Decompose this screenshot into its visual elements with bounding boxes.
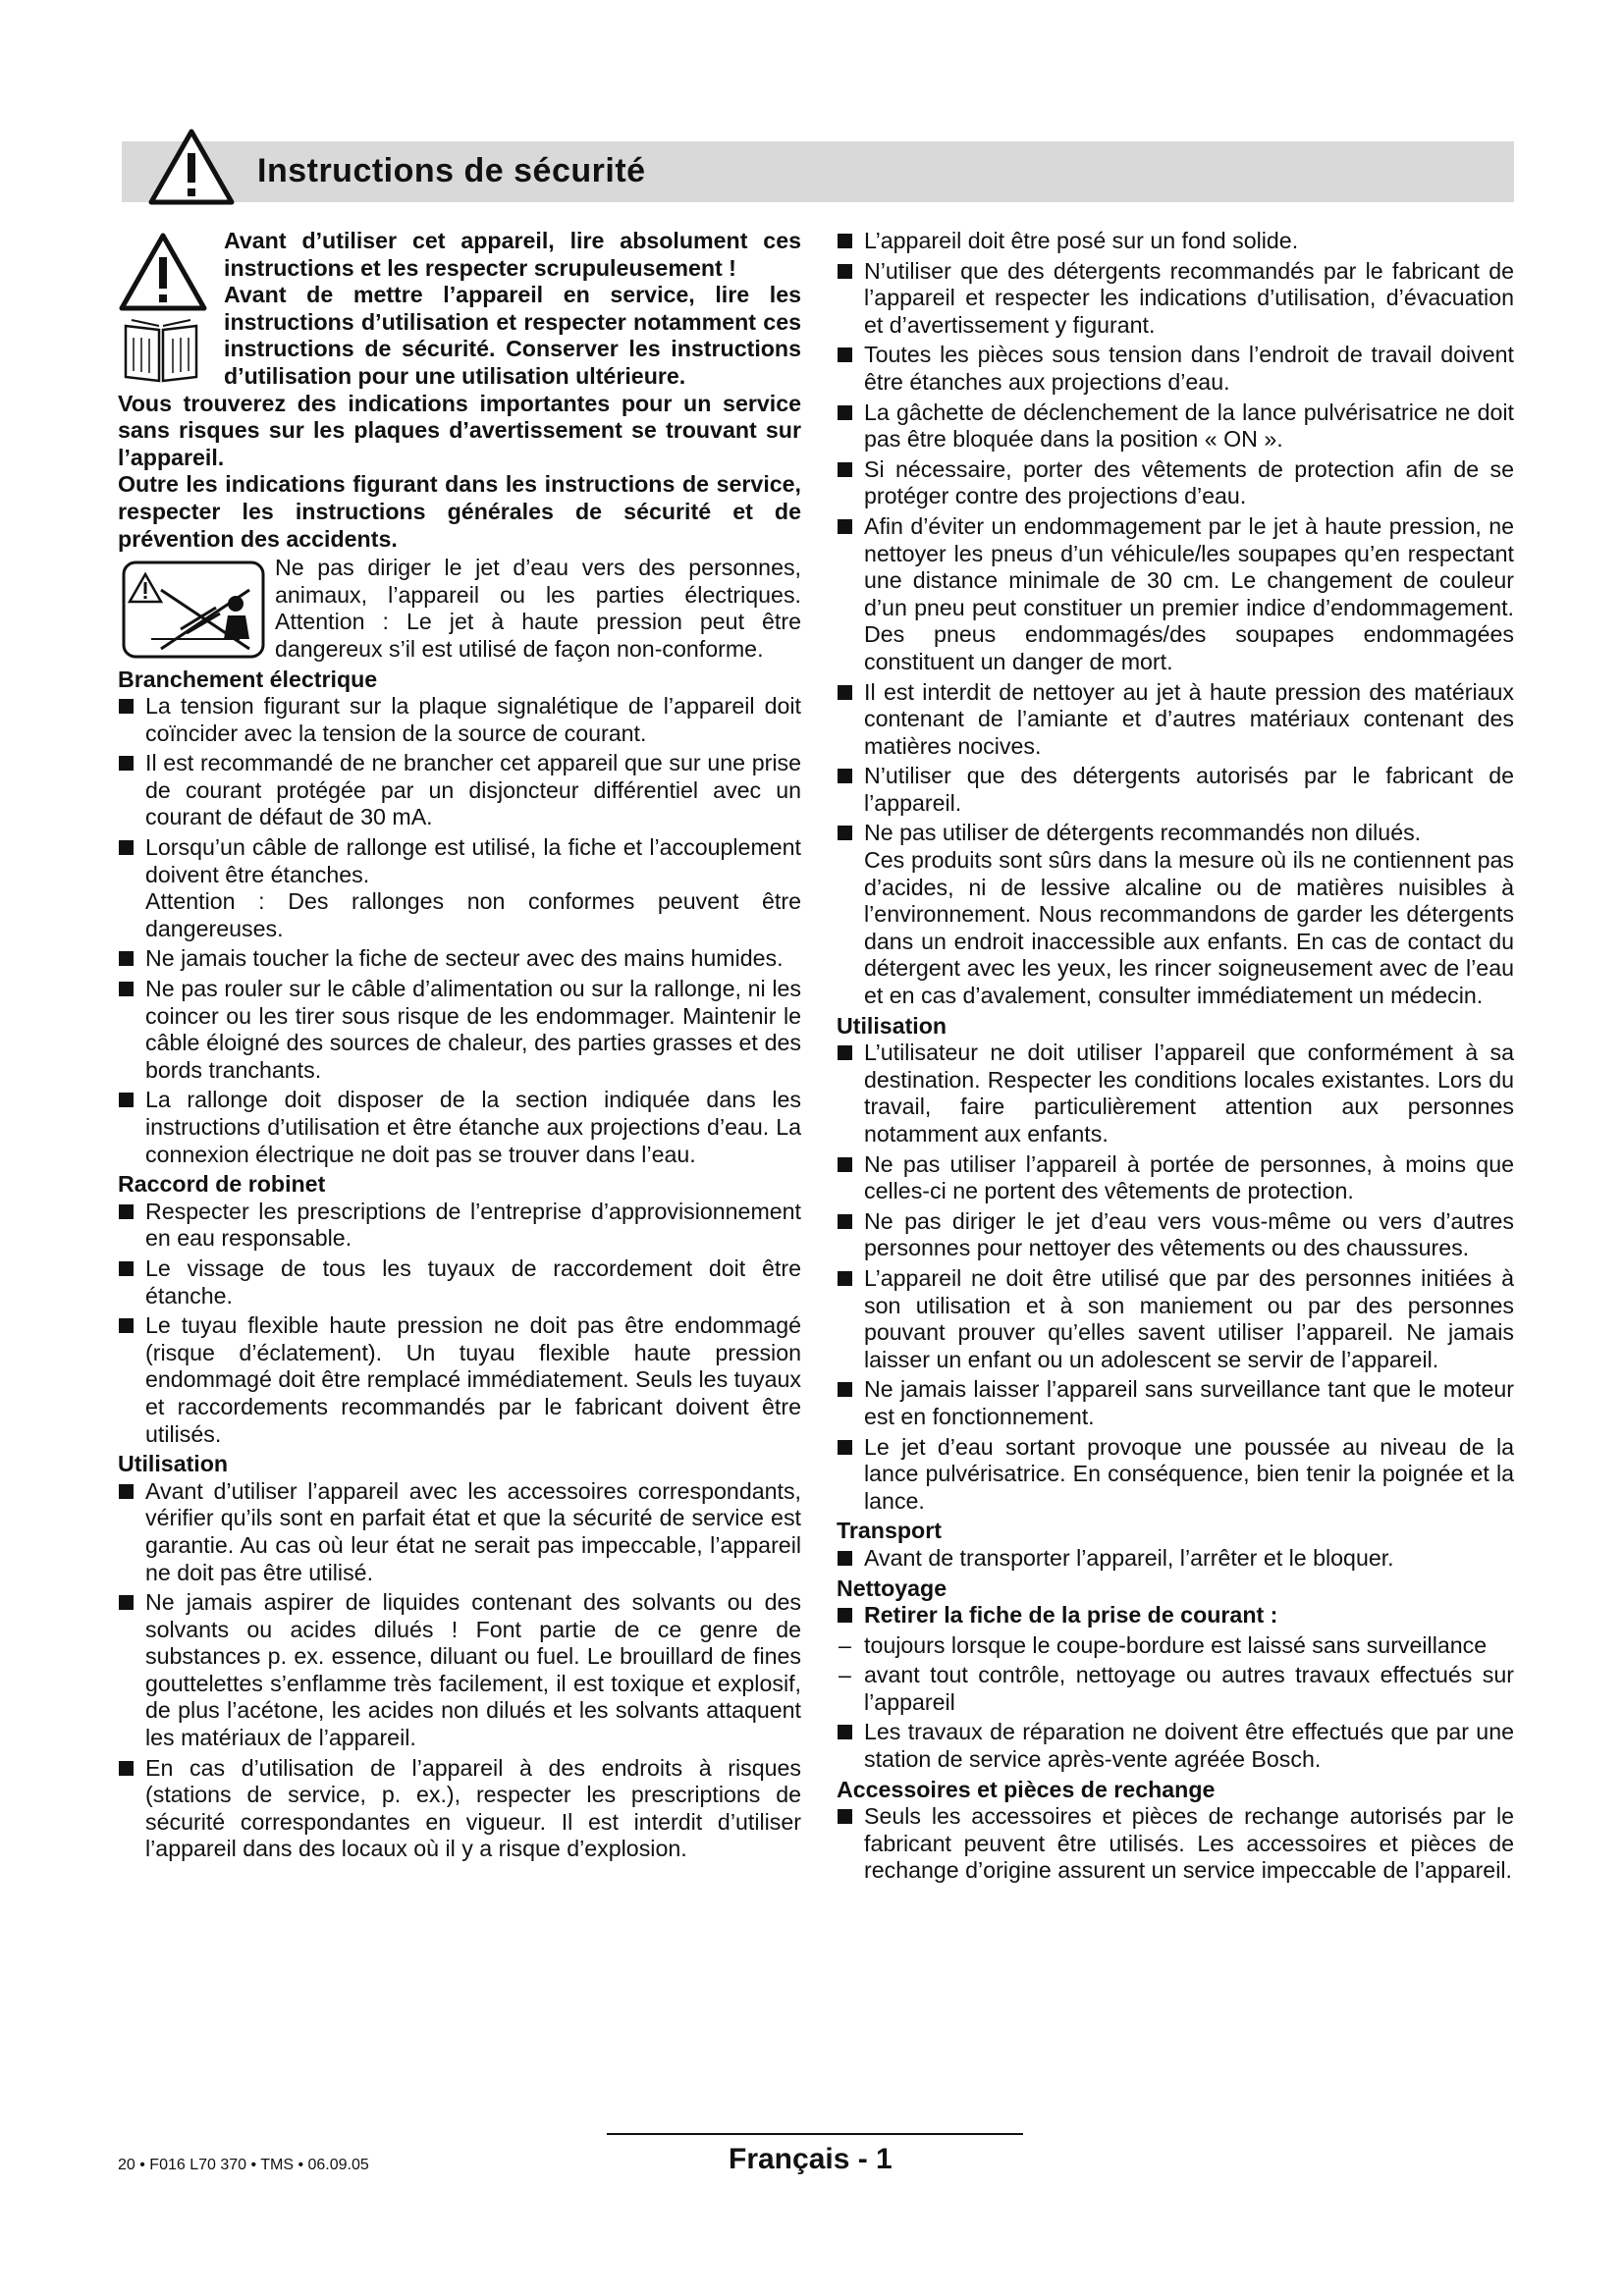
bullet-square-icon	[838, 826, 852, 840]
bullet-square-icon	[119, 1318, 134, 1333]
dash-item: – toujours lorsque le coupe-bordure est laissé sans surveillance	[839, 1631, 1488, 1658]
bullet-square-icon	[119, 1484, 134, 1499]
list-item: Toutes les pièces sous tension dans l’endroit de travail doivent être étanches aux projections d’eau.	[837, 342, 1514, 396]
list-item: Ne pas diriger le jet d’eau vers vous-même ou vers d’autres personnes pour nettoyer des vêtements ou des chaussures.	[837, 1208, 1514, 1262]
bullet-square-icon	[838, 1608, 852, 1623]
list-item: Afin d’éviter un endommagement par le jet à haute pression, ne nettoyer les pneus d’un véhicule/les soupapes qu’en respectant une distance minimale de 30 cm. Le changement de couleur d’un pneu peut constituer un premier indice d’endommagement. Des pneus endommagés/des soupapes endommagées constituent un danger de mort.	[837, 513, 1514, 676]
bullet-square-icon	[119, 1261, 134, 1276]
list-item: Ne jamais toucher la fiche de secteur avec des mains humides.	[118, 945, 801, 973]
list-item: N’utiliser que des détergents autorisés par le fabricant de l’appareil.	[837, 763, 1514, 817]
attention-note: Attention : Des rallonges non conformes peuvent être dangereuses.	[145, 888, 801, 941]
list-item: Retirer la fiche de la prise de courant :	[837, 1602, 1514, 1629]
footer-rule	[607, 2133, 1023, 2135]
list-item: Ne jamais laisser l’appareil sans surveillance tant que le moteur est en fonctionnement.	[837, 1376, 1514, 1430]
heading-accessories: Accessoires et pièces de rechange	[837, 1776, 1216, 1802]
heading-cleaning: Nettoyage	[837, 1575, 947, 1601]
bullet-square-icon	[838, 1271, 852, 1286]
footer-reference: 20 • F016 L70 370 • TMS • 06.09.05	[118, 2157, 369, 2173]
heading-use: Utilisation	[118, 1451, 229, 1477]
manual-book-icon	[120, 316, 202, 387]
list-item: La gâchette de déclenchement de la lance pulvérisatrice ne doit pas être bloquée dans la position « ON ».	[837, 400, 1514, 454]
list-item: Seuls les accessoires et pièces de rechange autorisés par le fabricant peuvent être utilisés. Les accessoires et pièces de rechange d’origine assurent un service impeccable de l’appareil.	[837, 1803, 1514, 1885]
list-item: L’appareil doit être posé sur un fond solide.	[837, 228, 1514, 255]
list-item: Ne pas rouler sur le câble d’alimentation ou sur la rallonge, ni les coincer ou les tirer sous risque de les endommager. Maintenir le câble éloigné des sources de chaleur, des parties grasses et des bords tranchants.	[118, 976, 801, 1084]
intro-block	[118, 228, 801, 391]
heading-use-right: Utilisation	[837, 1012, 947, 1039]
bullet-square-icon	[119, 756, 134, 771]
water-jet-warning-text: Ne pas diriger le jet d’eau vers des personnes, animaux, l’appareil ou les parties électriques. Attention : Le jet à haute pression peut être dangereux s’il est utilisé de façon non-conforme.	[275, 555, 801, 662]
intro-manual-text: Avant de mettre l’appareil en service, lire les instructions d’utilisation et respecter notamment ces instructions de sécurité. Conserver les instructions d’utilisation pour une utilisation ultérieure.	[224, 282, 801, 389]
list-item: Avant d’utiliser l’appareil avec les accessoires correspondants, vérifier qu’ils sont en parfait état et que la sécurité de service est garantie. Au cas où leur état ne serait pas impeccable, l’appareil ne doit pas être utilisé.	[118, 1478, 801, 1586]
list-item: Ne jamais aspirer de liquides contenant des solvants ou des solvants ou acides dilués ! Font partie de ce genre de substances p. ex. essence, diluant ou fuel. Le brouillard de fines gouttelettes s’enflamme très facilement, il est toxique et explosif, de plus l’acétone, les acides non dilués et les solvants attaquent les matériaux de l’appareil.	[118, 1589, 801, 1752]
list-item: La rallonge doit disposer de la section indiquée dans les instructions d’utilisation et être étanche aux projections d’eau. La connexion électrique ne doit pas se trouver dans l’eau.	[118, 1087, 801, 1168]
water-jet-warning	[118, 555, 801, 663]
bullet-square-icon	[838, 769, 852, 783]
bullet-square-icon	[119, 840, 134, 855]
dash-item: – avant tout contrôle, nettoyage ou autres travaux effectués sur l’appareil	[839, 1662, 1514, 1715]
bullet-square-icon	[838, 1157, 852, 1172]
bullet-square-icon	[119, 1595, 134, 1610]
right-column	[837, 228, 1514, 1888]
warning-triangle-icon	[147, 128, 236, 206]
intro-warning-text: Avant d’utiliser cet appareil, lire absolument ces instructions et les respecter scrupuleusement !	[224, 228, 801, 281]
bullet-square-icon	[838, 1725, 852, 1739]
list-item: Lorsqu’un câble de rallonge est utilisé, la fiche et l’accouplement doivent être étanches. Attention : Des rallonges non conformes peuvent être dangereuses.	[118, 834, 801, 942]
heading-tap-connection: Raccord de robinet	[118, 1171, 326, 1198]
bullet-square-icon	[838, 519, 852, 534]
water-jet-warning-pictogram	[122, 561, 265, 659]
list-item: Le jet d’eau sortant provoque une poussée au niveau de la lance pulvérisatrice. En conséquence, bien tenir la poignée et la lance.	[837, 1434, 1514, 1516]
bullet-square-icon	[838, 264, 852, 279]
list-item: L’appareil ne doit être utilisé que par des personnes initiées à son utilisation et à son maniement ou par des personnes pouvant prouver qu’elles savent utiliser l’appareil. Ne jamais laisser un enfant ou un adolescent se servir de l’appareil.	[837, 1265, 1514, 1373]
list-item: Ne pas utiliser de détergents recommandés non dilués. Ces produits sont sûrs dans la mesure où ils ne contiennent pas d’acides, ni de lessive alcaline ou de matières nuisibles à l’environnement. Nous recommandons de garder les détergents dans un endroit inaccessible aux enfants. En cas de contact du détergent avec les yeux, les rincer soigneusement avec de l’eau et en cas d’avalement, consulter immédiatement un médecin.	[837, 820, 1514, 1009]
list-item: Si nécessaire, porter des vêtements de protection afin de se protéger contre des projections d’eau.	[837, 456, 1514, 510]
left-column	[118, 228, 801, 1866]
warning-triangle-icon	[118, 232, 208, 312]
bullet-square-icon	[838, 462, 852, 477]
bullet-square-icon	[838, 685, 852, 700]
list-item: L’utilisateur ne doit utiliser l’appareil que conformément à sa destination. Respecter les conditions locales existantes. Lors du travail, faire particulièrement attention aux personnes notamment aux enfants.	[837, 1040, 1514, 1148]
list-item: Le vissage de tous les tuyaux de raccordement doit être étanche.	[118, 1255, 801, 1309]
list-item: Les travaux de réparation ne doivent être effectués que par une station de service après-vente agréée Bosch.	[837, 1719, 1514, 1773]
bullet-square-icon	[119, 982, 134, 996]
bullet-square-icon	[119, 1093, 134, 1107]
bullet-square-icon	[838, 405, 852, 420]
list-item: Avant de transporter l’appareil, l’arrêter et le bloquer.	[837, 1545, 1514, 1573]
dash-bullet: –	[839, 1631, 851, 1658]
dash-bullet: –	[839, 1662, 851, 1688]
bullet-square-icon	[838, 1551, 852, 1566]
bullet-square-icon	[119, 1761, 134, 1776]
list-item: Ne pas utiliser l’appareil à portée de personnes, à moins que celles-ci ne portent des vêtements de protection.	[837, 1151, 1514, 1205]
list-item: En cas d’utilisation de l’appareil à des endroits à risques (stations de service, p. ex.), respecter les prescriptions de sécurité correspondantes en vigueur. Il est interdit d’utiliser l’appareil dans des locaux où il y a risque d’explosion.	[118, 1755, 801, 1863]
intro-general-text: Outre les indications figurant dans les instructions de service, respecter les instructions générales de sécurité et de prévention des accidents.	[118, 471, 801, 552]
bullet-square-icon	[119, 1204, 134, 1219]
detergent-note: Ces produits sont sûrs dans la mesure où ils ne contiennent pas d’acides, ni de lessive alcaline ou de matières nuisibles à l’environnement. Nous recommandons de garder les détergents dans un endroit inaccessible aux enfants. En cas de contact du détergent avec les yeux, les rincer soigneusement avec de l’eau et en cas d’avalement, consulter immédiatement un médecin.	[864, 847, 1514, 1009]
list-item: Le tuyau flexible haute pression ne doit pas être endommagé (risque d’éclatement). Un tuyau flexible haute pression endommagé doit être remplacé immédiatement. Seuls les tuyaux et raccordements recommandés par le fabricant doivent être utilisés.	[118, 1312, 801, 1448]
bullet-square-icon	[838, 234, 852, 248]
bullet-square-icon	[838, 1214, 852, 1229]
list-item: Respecter les prescriptions de l’entreprise d’approvisionnement en eau responsable.	[118, 1199, 801, 1253]
list-item: N’utiliser que des détergents recommandés par le fabricant de l’appareil et respecter les indications d’utilisation, d’évacuation et d’avertissement y figurant.	[837, 258, 1514, 340]
bullet-square-icon	[119, 951, 134, 966]
bullet-square-icon	[838, 1045, 852, 1060]
heading-transport: Transport	[837, 1518, 942, 1544]
footer-page-label: Français - 1	[729, 2143, 893, 2175]
list-item: Il est interdit de nettoyer au jet à haute pression des matériaux contenant de l’amiante et d’autres matériaux contenant des matières nocives.	[837, 679, 1514, 761]
bullet-square-icon	[119, 699, 134, 714]
bullet-square-icon	[838, 347, 852, 362]
list-item: Il est recommandé de ne brancher cet appareil que sur une prise de courant protégée par un disjoncteur différentiel avec un courant de défaut de 30 mA.	[118, 750, 801, 831]
list-item: La tension figurant sur la plaque signalétique de l’appareil doit coïncider avec la tension de la source de courant.	[118, 693, 801, 747]
heading-electrical: Branchement électrique	[118, 666, 378, 692]
intro-plates-text: Vous trouverez des indications importantes pour un service sans risques sur les plaques d’avertissement se trouvant sur l’appareil.	[118, 390, 801, 470]
page-title: Instructions de sécurité	[257, 152, 646, 189]
bullet-square-icon	[838, 1382, 852, 1397]
bullet-square-icon	[838, 1809, 852, 1824]
bullet-square-icon	[838, 1440, 852, 1455]
